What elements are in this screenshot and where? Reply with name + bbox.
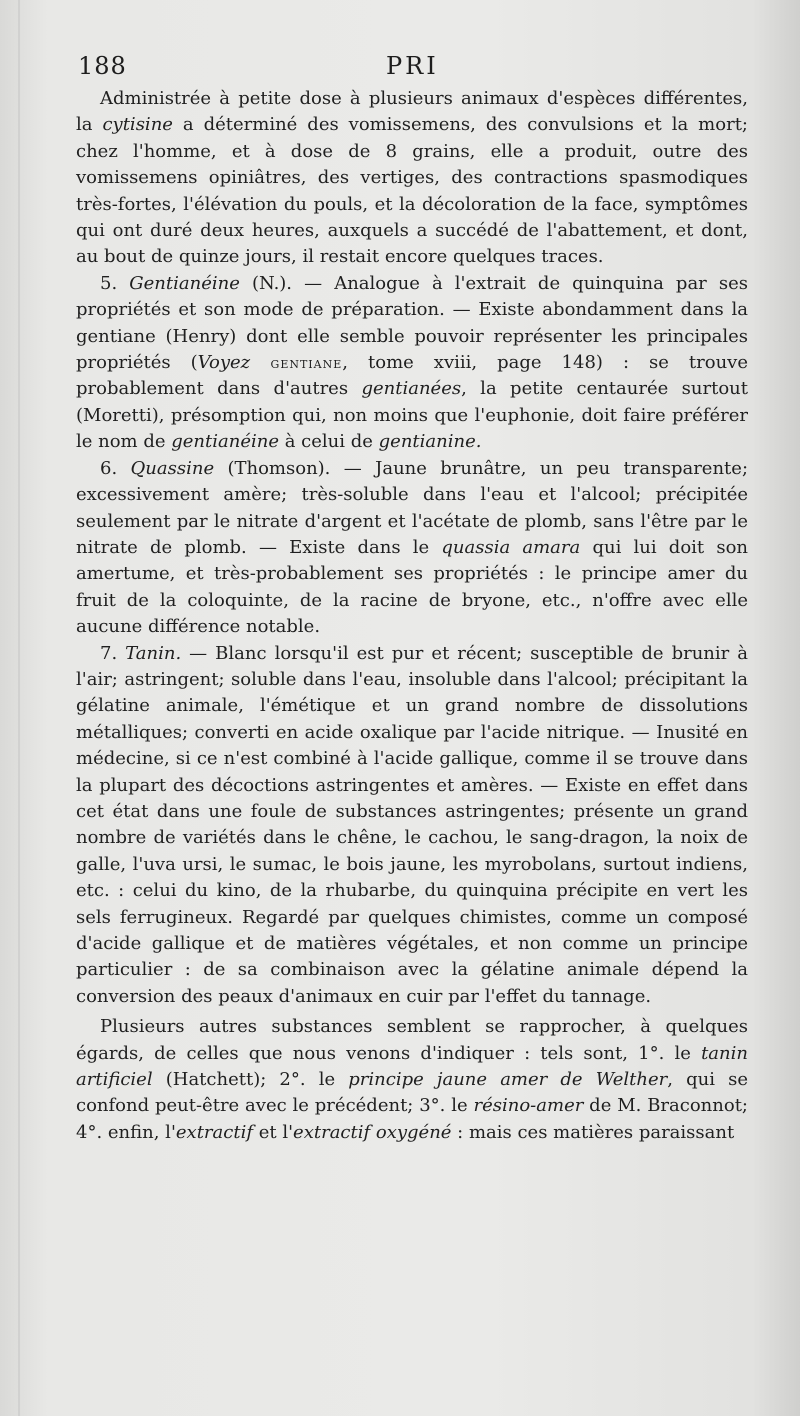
- paragraph-autres-substances: [76, 1014, 748, 1146]
- italic-term: Voyez: [197, 352, 251, 374]
- paragraph-quassine: [76, 456, 748, 641]
- italic-term: cytisine: [102, 114, 173, 136]
- text-run: (Hatchett); 2°. le: [152, 1069, 349, 1091]
- text-run: (N.). — Analogue à l'extrait de quinquina par ses propriétés et son mode de préparation. — Existe abondamment dans la gentiane (Henry) dont elle semble pouvoir représenter les principales propriétés (: [76, 272, 748, 374]
- running-head: PRI: [386, 52, 439, 80]
- substance-name: Quassine: [130, 457, 215, 479]
- italic-term: quassia amara: [441, 536, 581, 558]
- text-run: : mais ces matières paraissant: [451, 1121, 735, 1143]
- italic-term: extractif oxygéné: [293, 1121, 452, 1143]
- text-run: Plusieurs autres substances semblent se rapprocher, à quelques égards, de celles que nous venons d'indiquer : tels sont, 1°. le: [76, 1016, 748, 1064]
- italic-term: tanin artificiel: [76, 1042, 748, 1091]
- body-text: [76, 86, 748, 1146]
- text-run: a déterminé des vomissemens, des convulsions et la mort; chez l'homme, et à dose de 8 grains, elle a produit, outre des vomissemens opiniâtres, des vertiges, des contractions spasmodiques très-fortes, l'élévation du pouls, et la décoloration de la face, symptômes qui ont duré deux heures, auxquels a succédé de l'abattement, et dont, au bout de quinze jours, il restait encore quelques traces.: [76, 114, 748, 268]
- paragraph-cytisine: [76, 86, 748, 271]
- substance-name: Tanin.: [125, 642, 182, 664]
- text-run: , qui se confond peut-être avec le précédent; 3°. le: [76, 1069, 748, 1117]
- italic-term: principe jaune amer de Welther: [348, 1069, 668, 1091]
- cross-reference: gentiane: [250, 353, 343, 373]
- paragraph-tanin: [76, 641, 748, 1011]
- text-run: — Blanc lorsqu'il est pur et récent; susceptible de brunir à l'air; astringent; soluble dans l'eau, insoluble dans l'alcool; précipitant la gélatine animale, l'émétique et un grand nombre de dissolutions métalliques; converti en acide oxalique par l'acide nitrique. — Inusité en médecine, si ce n'est combiné à l'acide gallique, comme il se trouve dans la plupart des décoctions astringentes et amères. — Existe en effet dans cet état dans une foule de substances astringentes; présente un grand nombre de variétés dans le chêne, le cachou, le sang-dragon, la noix de galle, l'uva ursi, le sumac, le bois jaune, les myrobolans, surtout indiens, etc. : celui du kino, de la rhubarbe, du quinquina précipite en vert les sels ferrugineux. Regardé par quelques chimistes, comme un composé d'acide gallique et de matières végétales, et non comme un principe particulier : de sa combinaison avec la gélatine animale dépend la conversion des peaux d'animaux en cuir par l'effet du tannage.: [76, 642, 748, 1007]
- text-run: Administrée à petite dose à plusieurs animaux d'espèces différentes, la: [76, 88, 748, 136]
- text-run: de M. Braconnot; 4°. enfin, l': [76, 1095, 749, 1143]
- italic-term: extractif: [175, 1121, 253, 1143]
- text-run: , la petite centaurée surtout (Moretti), présomption qui, non moins que l'euphonie, doit faire préférer le nom de: [76, 378, 748, 453]
- page-number: 188: [78, 52, 127, 80]
- item-number: 5.: [100, 272, 130, 294]
- substance-name: Gentianéine: [129, 272, 240, 294]
- italic-term: gentianéine: [171, 431, 279, 453]
- text-run: , tome xviii, page 148) : se trouve probablement dans d'autres: [76, 352, 748, 400]
- item-number: 6.: [100, 457, 131, 479]
- italic-term: gentianine.: [378, 431, 482, 453]
- text-run: à celui de: [279, 431, 379, 453]
- text-run: qui lui doit son amertume, et très-probablement ses propriétés : le principe amer du fruit de la coloquinte, de la racine de bryone, etc., n'offre avec elle aucune différence notable.: [76, 536, 749, 638]
- text-run: et l': [253, 1121, 294, 1143]
- text-run: (Thomson). — Jaune brunâtre, un peu transparente; excessivement amère; très-soluble dans l'eau et l'alcool; précipitée seulement par le nitrate d'argent et l'acétate de plomb, sans l'être par le nitrate de plomb. — Existe dans le: [76, 457, 749, 558]
- italic-term: gentianées: [361, 378, 462, 400]
- item-number: 7.: [100, 642, 126, 664]
- italic-term: résino-amer: [473, 1095, 584, 1117]
- paragraph-gentianeine: [76, 271, 748, 456]
- page-gutter-shadow: [18, 0, 20, 1416]
- page-header: [78, 52, 748, 82]
